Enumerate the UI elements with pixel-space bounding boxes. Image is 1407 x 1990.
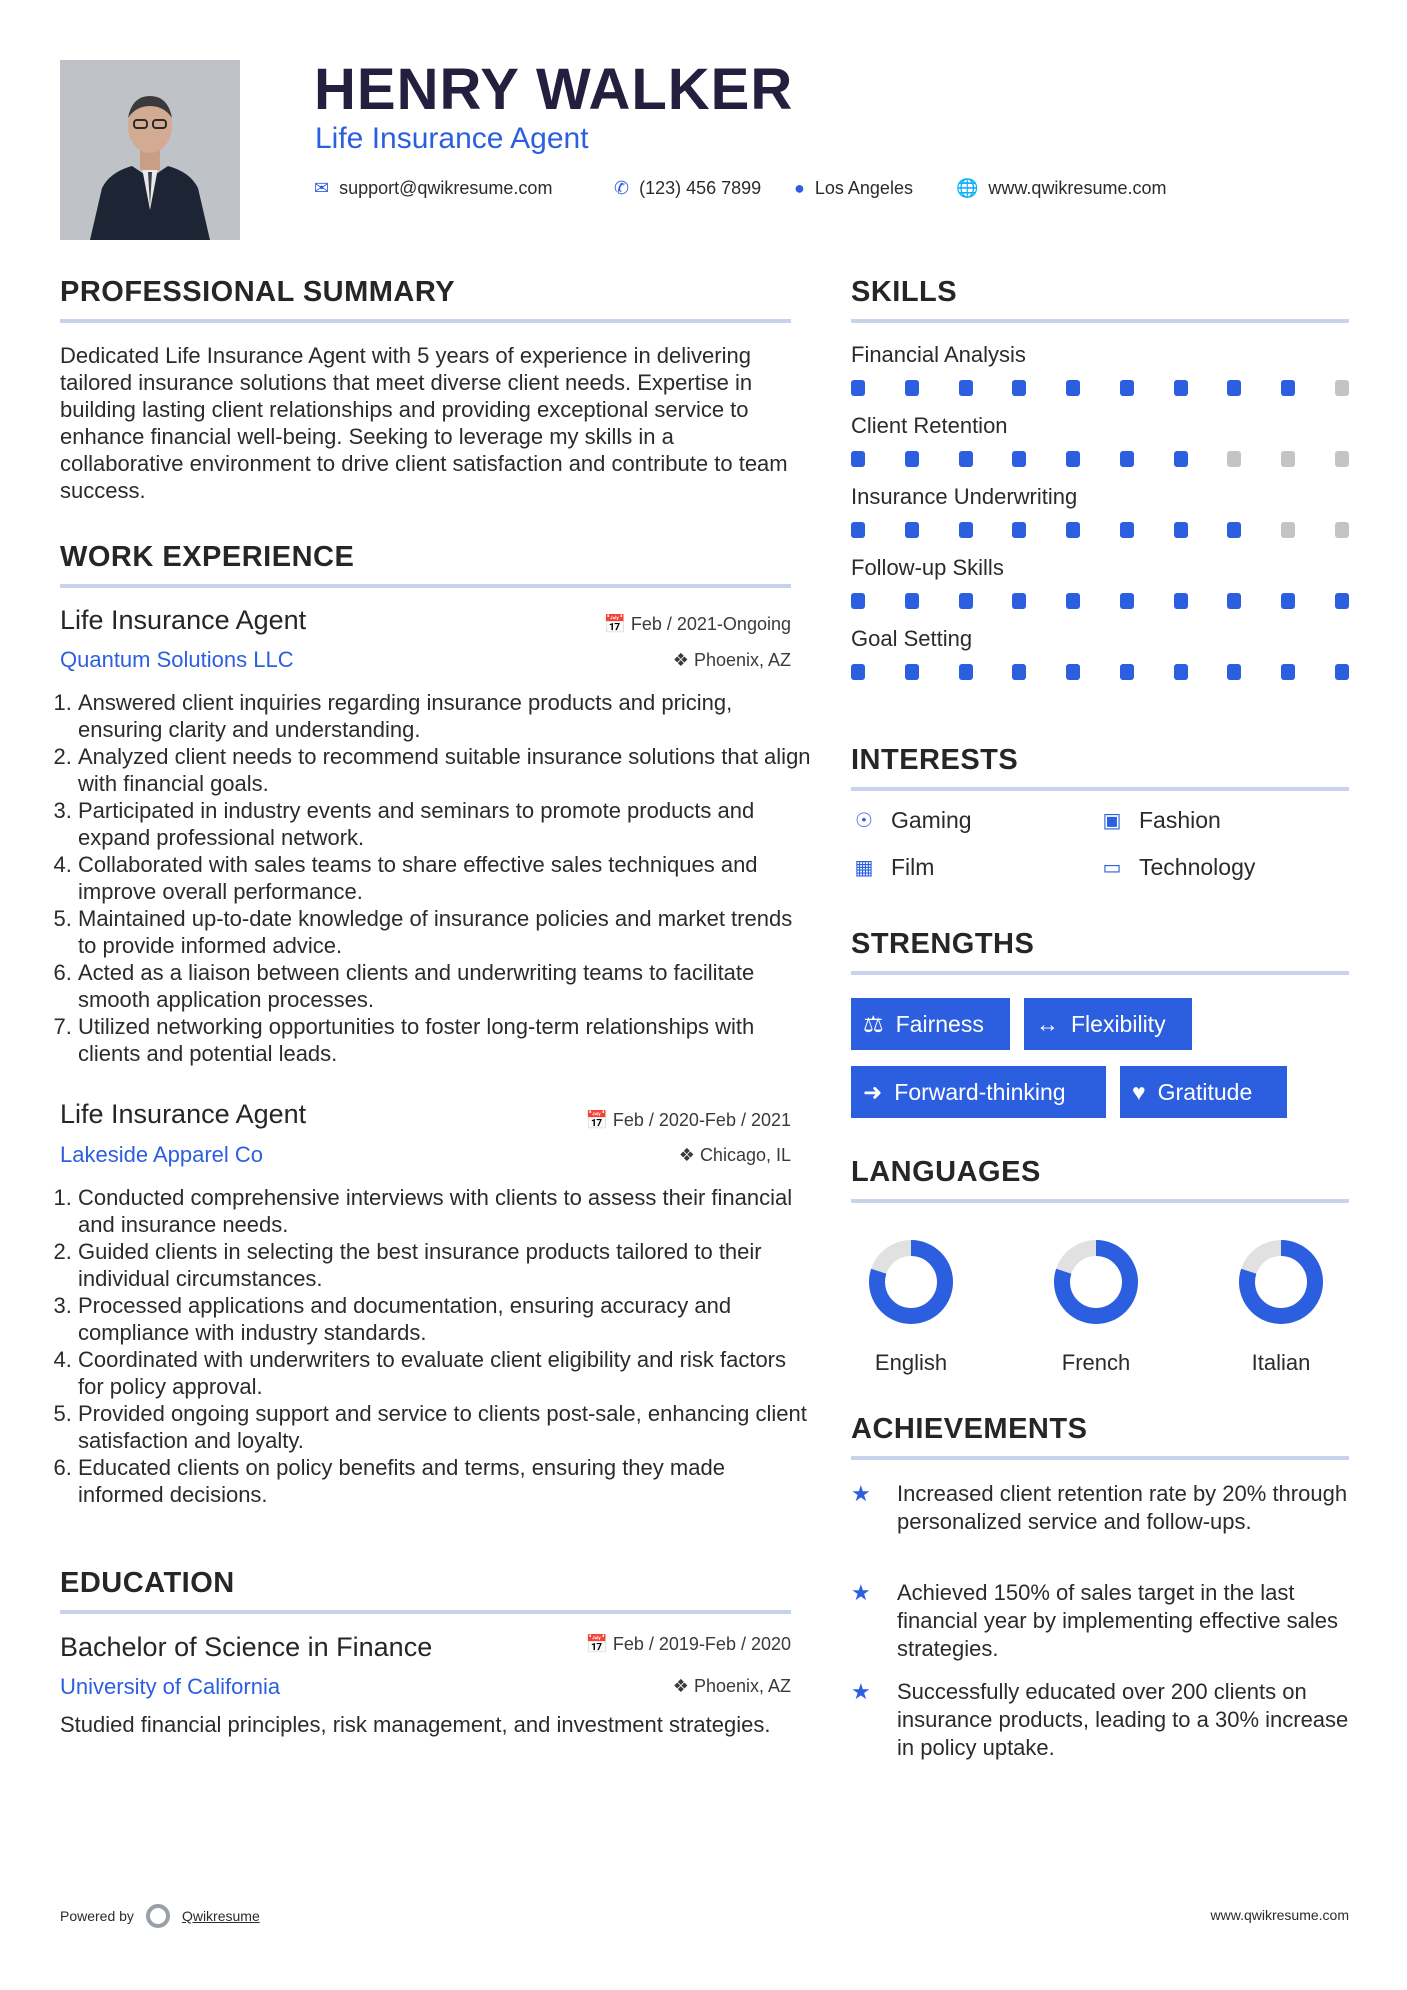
qwikresume-logo-icon <box>146 1904 170 1928</box>
experience-heading: WORK EXPERIENCE <box>60 541 355 573</box>
job-title: Life Insurance Agent <box>60 1099 307 1129</box>
education-dates-text: Feb / 2019-Feb / 2020 <box>612 1634 791 1654</box>
phone-text: (123) 456 7899 <box>639 178 762 198</box>
rating-dot <box>1066 380 1080 396</box>
interest-gaming <box>851 807 972 834</box>
achievement-text: Achieved 150% of sales target in the last financial year by implementing effective sales strategies. <box>897 1580 1339 1661</box>
skill-rating <box>851 522 1349 538</box>
interest-fashion <box>1099 807 1221 834</box>
map-marker-icon: ● <box>794 178 805 198</box>
responsibility-item: 1. Answered client inquiries regarding insurance products and pricing, ensuring clarity and understanding. <box>78 689 813 743</box>
rating-dot <box>1227 664 1241 680</box>
strength-label: Gratitude <box>1157 1078 1253 1105</box>
responsibility-item: 2. Guided clients in selecting the best insurance products tailored to their individual circumstances. <box>78 1238 813 1292</box>
education-description: Studied financial principles, risk management, and investment strategies. <box>60 1712 771 1737</box>
strength-fairness <box>851 998 1010 1050</box>
responsibility-item: 5. Provided ongoing support and service to clients post-sale, enhancing client satisfaction and loyalty. <box>78 1400 813 1454</box>
globe-icon: 🌐 <box>956 178 979 198</box>
skill-row <box>851 342 1349 396</box>
strength-label: Forward-thinking <box>894 1078 1066 1105</box>
rating-dot <box>905 522 919 538</box>
rating-dot <box>905 593 919 609</box>
skill-rating <box>851 380 1349 396</box>
calendar-icon: 📅 <box>585 1634 608 1654</box>
rating-dot <box>851 664 865 680</box>
footer-powered-by <box>60 1904 260 1928</box>
pin-icon: ❖ <box>672 1676 689 1696</box>
star-icon: ★ <box>851 1580 871 1605</box>
rating-dot <box>851 380 865 396</box>
job-company: Lakeside Apparel Co <box>60 1142 264 1167</box>
rating-dot <box>1227 451 1241 467</box>
rating-dot <box>1066 522 1080 538</box>
language-item <box>1226 1232 1336 1375</box>
rating-dot <box>1335 593 1349 609</box>
arrow-right-icon: ➜ <box>863 1078 883 1105</box>
envelope-icon: ✉ <box>314 178 330 198</box>
rating-dot <box>959 593 973 609</box>
rating-dot <box>959 380 973 396</box>
job-dates-text: Feb / 2021-Ongoing <box>630 614 791 634</box>
section-divider <box>851 1199 1349 1203</box>
rating-dot <box>1174 664 1188 680</box>
skill-label: Goal Setting <box>851 626 973 651</box>
rating-dot <box>905 664 919 680</box>
responsibility-item: 4. Collaborated with sales teams to share effective sales techniques and improve overall performance. <box>78 851 813 905</box>
rating-dot <box>1335 451 1349 467</box>
pin-icon: ❖ <box>678 1145 695 1165</box>
achievement-item <box>851 1480 1349 1536</box>
responsibility-item: 3. Processed applications and documentation, ensuring accuracy and compliance with industry standards. <box>78 1292 813 1346</box>
language-donut <box>1046 1232 1146 1332</box>
summary-heading: PROFESSIONAL SUMMARY <box>60 276 456 308</box>
rating-dot <box>959 451 973 467</box>
degree-title: Bachelor of Science in Finance <box>60 1632 433 1662</box>
education-dates <box>540 1634 791 1655</box>
job-location <box>560 1145 791 1166</box>
film-icon: ▦ <box>854 857 874 879</box>
skill-rating <box>851 664 1349 680</box>
achievement-text: Increased client retention rate by 20% through personalized service and follow-ups. <box>897 1481 1348 1534</box>
rating-dot <box>1227 522 1241 538</box>
powered-by-text: Powered by <box>60 1908 134 1924</box>
responsibility-item: 2. Analyzed client needs to recommend suitable insurance solutions that align with financial goals. <box>78 743 813 797</box>
rating-dot <box>1227 380 1241 396</box>
skills-heading: SKILLS <box>851 276 958 308</box>
skill-row <box>851 484 1349 538</box>
strengths-heading: STRENGTHS <box>851 928 1035 960</box>
skill-label: Insurance Underwriting <box>851 484 1078 509</box>
candidate-title: Life Insurance Agent <box>315 122 589 155</box>
rating-dot <box>959 664 973 680</box>
rating-dot <box>1120 664 1134 680</box>
website-text: www.qwikresume.com <box>988 178 1167 198</box>
contact-location <box>794 178 913 199</box>
star-icon: ★ <box>851 1481 871 1506</box>
education-location-text: Phoenix, AZ <box>693 1676 791 1696</box>
balance-scale-icon: ⚖ <box>863 1010 884 1037</box>
strength-forward-thinking <box>851 1066 1106 1118</box>
responsibility-item: 1. Conducted comprehensive interviews with clients to assess their financial and insurance needs. <box>78 1184 813 1238</box>
achievement-item <box>851 1579 1349 1663</box>
rating-dot <box>1335 522 1349 538</box>
rating-dot <box>1174 522 1188 538</box>
rating-dot <box>1335 664 1349 680</box>
job-location <box>560 650 791 671</box>
pin-icon: ❖ <box>672 650 689 670</box>
skill-row <box>851 555 1349 609</box>
rating-dot <box>1227 593 1241 609</box>
rating-dot <box>959 522 973 538</box>
contact-email[interactable] <box>314 178 552 199</box>
skill-rating <box>851 451 1349 467</box>
section-divider <box>60 584 791 588</box>
job-title: Life Insurance Agent <box>60 605 307 635</box>
strength-label: Flexibility <box>1071 1010 1166 1037</box>
language-item <box>856 1232 966 1375</box>
rating-dot <box>1281 380 1295 396</box>
responsibility-item: 6. Educated clients on policy benefits and terms, ensuring they made informed decisions. <box>78 1454 813 1508</box>
interest-technology <box>1099 854 1255 881</box>
shopping-bag-icon: ▣ <box>1102 810 1122 832</box>
rating-dot <box>1012 380 1026 396</box>
language-label: French <box>1061 1350 1131 1375</box>
section-divider <box>60 1610 791 1614</box>
job-location-text: Chicago, IL <box>699 1145 791 1165</box>
rating-dot <box>851 593 865 609</box>
rating-dot <box>1335 380 1349 396</box>
phone-icon: ✆ <box>614 178 630 198</box>
rating-dot <box>1066 664 1080 680</box>
rating-dot <box>1012 522 1026 538</box>
arrows-horizontal-icon: ↔ <box>1036 1010 1059 1037</box>
rating-dot <box>905 380 919 396</box>
rating-dot <box>905 451 919 467</box>
language-donut <box>1231 1232 1331 1332</box>
rating-dot <box>1281 522 1295 538</box>
responsibility-item: 6. Acted as a liaison between clients and underwriting teams to facilitate smooth application processes. <box>78 959 813 1013</box>
laptop-icon: ▭ <box>1102 857 1122 879</box>
interest-label: Fashion <box>1139 807 1221 833</box>
calendar-icon: 📅 <box>585 1110 608 1130</box>
language-item <box>1041 1232 1151 1375</box>
section-divider <box>851 971 1349 975</box>
education-location <box>560 1676 791 1697</box>
skill-label: Financial Analysis <box>851 342 1026 367</box>
section-divider <box>851 1456 1349 1460</box>
rating-dot <box>1174 593 1188 609</box>
section-divider <box>851 787 1349 791</box>
rating-dot <box>1120 451 1134 467</box>
interest-label: Technology <box>1139 854 1256 880</box>
skill-label: Client Retention <box>851 413 1008 438</box>
job-location-text: Phoenix, AZ <box>693 650 791 670</box>
rating-dot <box>851 522 865 538</box>
strength-flexibility <box>1024 998 1192 1050</box>
responsibility-item: 7. Utilized networking opportunities to foster long-term relationships with clients and potential leads. <box>78 1013 813 1067</box>
skill-row <box>851 413 1349 467</box>
contact-website[interactable] <box>956 178 1166 199</box>
rating-dot <box>1066 593 1080 609</box>
section-divider <box>851 319 1349 323</box>
rating-dot <box>1174 451 1188 467</box>
star-icon: ★ <box>851 1679 871 1704</box>
interest-label: Gaming <box>891 807 972 833</box>
rating-dot <box>1174 380 1188 396</box>
rating-dot <box>1120 522 1134 538</box>
contact-phone[interactable] <box>614 178 761 199</box>
rating-dot <box>1066 451 1080 467</box>
gamepad-icon: ☉ <box>855 810 873 832</box>
rating-dot <box>1281 664 1295 680</box>
education-heading: EDUCATION <box>60 1567 235 1599</box>
rating-dot <box>1281 451 1295 467</box>
achievements-heading: ACHIEVEMENTS <box>851 1413 1088 1445</box>
language-label: English <box>874 1350 948 1375</box>
job-responsibilities <box>60 1184 813 1508</box>
skill-rating <box>851 593 1349 609</box>
job-dates <box>560 614 791 635</box>
brand-link[interactable]: Qwikresume <box>181 1908 260 1924</box>
rating-dot <box>1012 593 1026 609</box>
skill-row <box>851 626 1349 680</box>
strength-gratitude <box>1120 1066 1287 1118</box>
languages-heading: LANGUAGES <box>851 1156 1041 1188</box>
interests-heading: INTERESTS <box>851 744 1019 776</box>
language-donut <box>861 1232 961 1332</box>
job-dates <box>540 1110 791 1131</box>
languages-list <box>856 1232 1336 1375</box>
achievement-text: Successfully educated over 200 clients on insurance products, leading to a 30% increase in policy uptake. <box>897 1679 1349 1760</box>
job-company: Quantum Solutions LLC <box>60 647 294 672</box>
strength-label: Fairness <box>895 1010 984 1037</box>
language-label: Italian <box>1251 1350 1311 1375</box>
interest-film <box>851 854 934 881</box>
email-text: support@qwikresume.com <box>339 178 553 198</box>
rating-dot <box>851 451 865 467</box>
rating-dot <box>1120 380 1134 396</box>
responsibility-item: 3. Participated in industry events and seminars to promote products and expand professional network. <box>78 797 813 851</box>
rating-dot <box>1012 451 1026 467</box>
rating-dot <box>1281 593 1295 609</box>
profile-photo <box>60 60 240 240</box>
rating-dot <box>1120 593 1134 609</box>
location-text: Los Angeles <box>814 178 913 198</box>
heart-icon: ♥ <box>1132 1078 1146 1105</box>
section-divider <box>60 319 791 323</box>
candidate-name: HENRY WALKER <box>314 57 794 122</box>
person-silhouette-icon <box>60 60 240 240</box>
skill-label: Follow-up Skills <box>851 555 1004 580</box>
school-name: University of California <box>60 1674 281 1699</box>
job-responsibilities <box>60 689 813 1067</box>
responsibility-item: 5. Maintained up-to-date knowledge of insurance policies and market trends to provide informed advice. <box>78 905 813 959</box>
skills-list <box>851 342 1349 697</box>
achievement-item <box>851 1678 1349 1762</box>
interest-label: Film <box>891 854 935 880</box>
summary-text: Dedicated Life Insurance Agent with 5 years of experience in delivering tailored insurance solutions that meet diverse client needs. Expertise in building lasting client relationships and providing exceptional service to enhance financial well-being. Seeking to leverage my skills in a collaborative environment to drive client satisfaction and contribute to team success. <box>60 343 788 503</box>
calendar-icon: 📅 <box>603 614 626 634</box>
job-dates-text: Feb / 2020-Feb / 2021 <box>612 1110 791 1130</box>
footer-site[interactable]: www.qwikresume.com <box>1210 1907 1349 1923</box>
responsibility-item: 4. Coordinated with underwriters to evaluate client eligibility and risk factors for policy approval. <box>78 1346 813 1400</box>
rating-dot <box>1012 664 1026 680</box>
